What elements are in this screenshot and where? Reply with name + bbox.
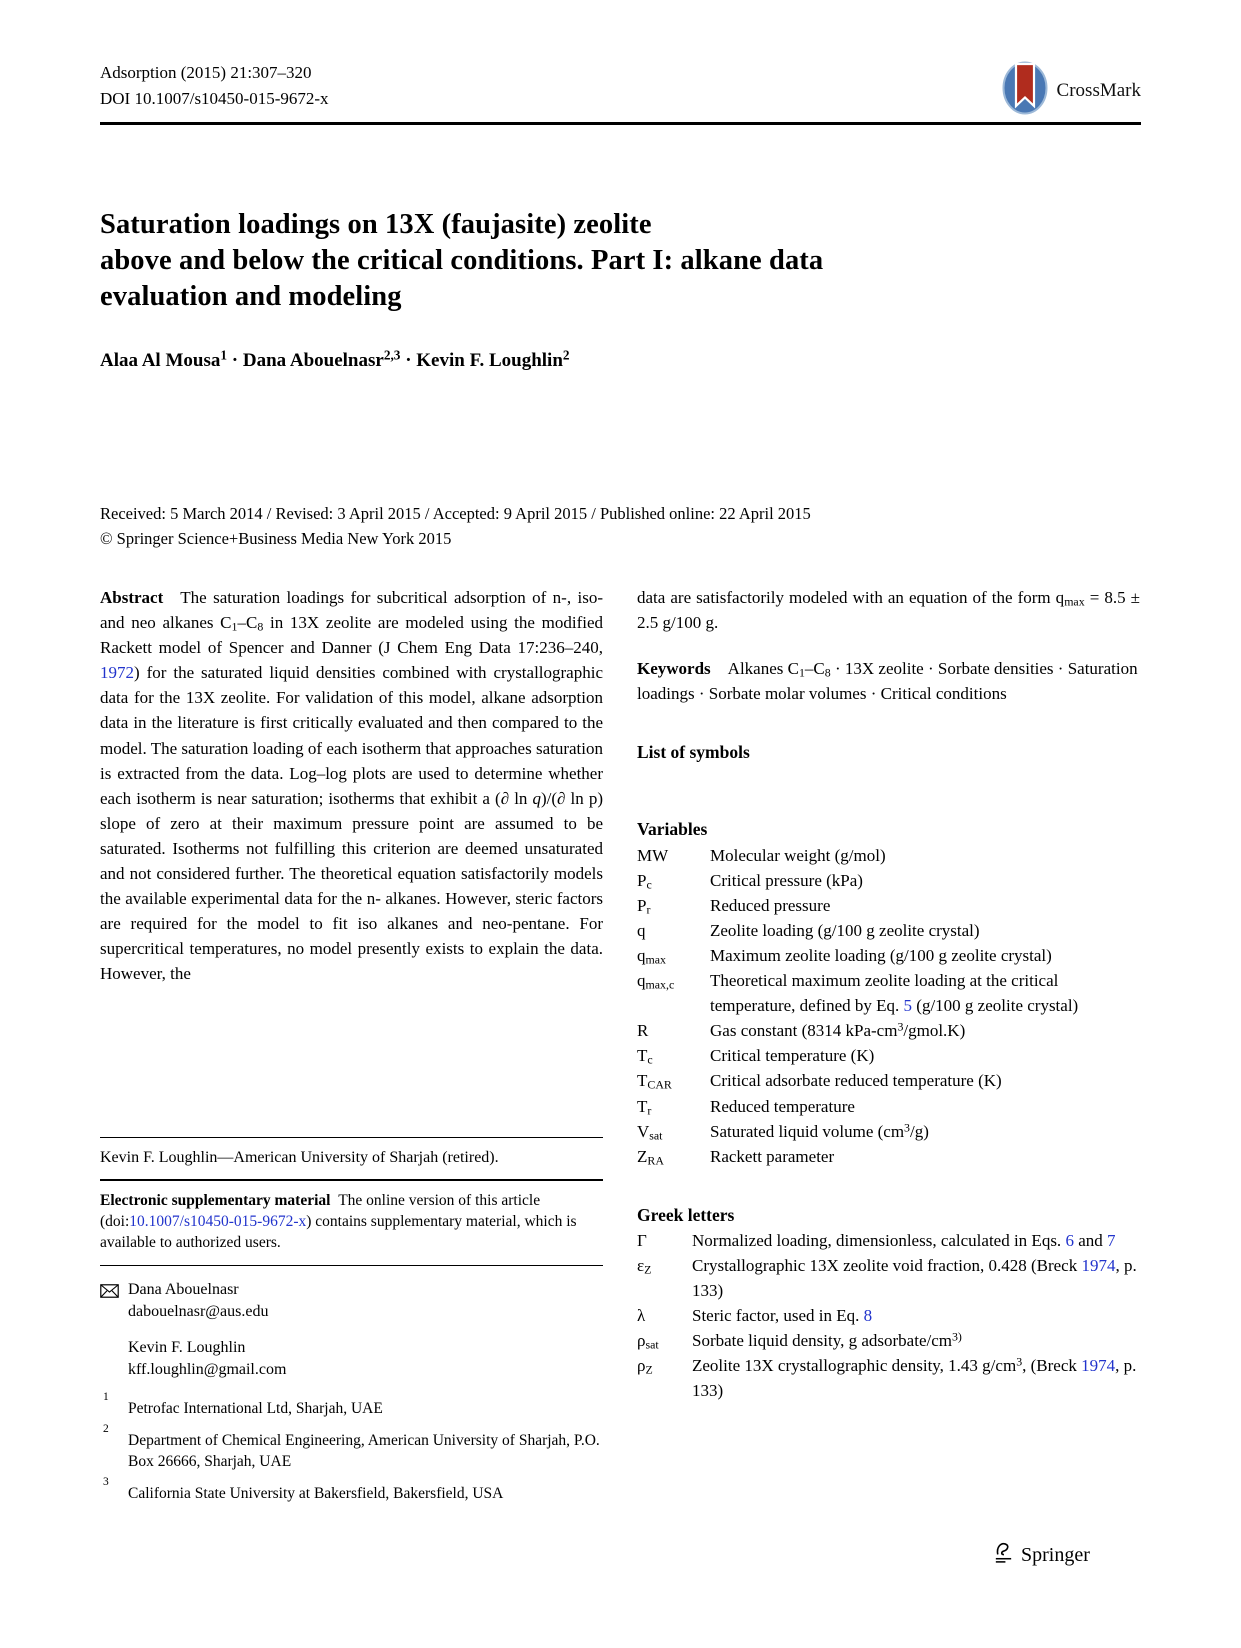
text-fragment: q — [532, 788, 541, 808]
footnote-divider — [100, 1265, 603, 1266]
text-fragment: 1 — [220, 347, 228, 363]
text-fragment: max — [645, 952, 666, 967]
symbol-definition: Theoretical maximum zeolite loading at the critical temperature, defined by Eq. 5 (g/100 g zeolite crystal) — [710, 971, 1079, 1016]
variables-list — [637, 843, 1140, 1169]
affiliation-text: Department of Chemical Engineering, American University of Sharjah, P.O. Box 26666, Sharjah, UAE — [128, 1432, 600, 1470]
history-line: Received: 5 March 2014 / Revised: 3 April 2015 / Accepted: 9 April 2015 / Published online: 22 April 2015 — [100, 504, 811, 523]
copyright-line: © Springer Science+Business Media New York 2015 — [100, 529, 452, 548]
symbol-definition: Normalized loading, dimensionless, calculated in Eqs. 6 and 7 — [692, 1230, 1116, 1250]
text-fragment: r — [646, 902, 651, 917]
symbol-definition: Steric factor, used in Eq. 8 — [692, 1306, 873, 1326]
inline-link[interactable]: 1974 — [1081, 1255, 1116, 1275]
symbol-row — [637, 1253, 1140, 1303]
contact-name: Kevin F. Loughlin — [128, 1339, 246, 1356]
symbol-definition: Saturated liquid volume $(cm^3/g)$ — [710, 1119, 929, 1141]
symbol-definition: Molecular weight (g/mol) — [710, 845, 886, 865]
text-fragment: Electronic supplementary material — [100, 1192, 331, 1209]
envelope-icon — [100, 1279, 128, 1323]
text-fragment: 3 — [904, 1119, 910, 1134]
page-header — [100, 60, 1141, 120]
symbol: $\varepsilon_Z$ — [637, 1255, 652, 1277]
affiliation-item: 3 California State University at Bakersfield, Bakersfield, USA — [103, 1476, 504, 1502]
text-fragment: c — [647, 1052, 653, 1067]
text-fragment: 1 — [798, 665, 805, 680]
inline-link[interactable]: 10.1007/s10450-015-9672-x — [129, 1213, 307, 1230]
text-fragment: 3 — [1016, 1354, 1023, 1369]
abstract-continuation: data are satisfactorily modeled with an equation of the form $q_{max} = 8.5 \pm 2.5$ g/100 g. — [637, 588, 1140, 633]
inline-link[interactable]: 8 — [863, 1306, 873, 1326]
symbol-row — [637, 1018, 1140, 1043]
symbol-row — [637, 1303, 1140, 1328]
text-fragment: Abstract — [100, 588, 164, 607]
contact-name: Dana Abouelnasr — [128, 1281, 239, 1298]
symbol-definition: Critical adsorbate reduced temperature (K) — [710, 1071, 1002, 1091]
symbol: $T_r$ — [637, 1096, 652, 1118]
symbol-row — [637, 918, 1140, 943]
keywords-paragraph: Keywords Alkanes $C_1-C_8 \cdot 13X$ zeolite · Sorbate densities · Saturation loadings · Sorbate molar volumes · Critical conditions — [637, 659, 1138, 704]
symbol-row — [637, 1094, 1140, 1119]
text-fragment: 8 — [257, 619, 264, 634]
greek-letters-list — [637, 1228, 1140, 1404]
symbol: R — [637, 1021, 649, 1041]
title-line: evaluation and modeling — [100, 281, 402, 312]
footnote-divider — [100, 1179, 603, 1181]
symbol-row — [637, 1068, 1140, 1093]
affiliation-item: 1 Petrofac International Ltd, Sharjah, UAE — [103, 1391, 383, 1417]
text-fragment: 1 — [231, 619, 238, 634]
symbol-definition: Zeolite loading (g/100 g zeolite crystal) — [710, 920, 980, 940]
title-line: Saturation loadings on 13X (faujasite) zeolite — [100, 209, 652, 240]
text-fragment: 8 — [824, 665, 831, 680]
text-fragment: 3 — [897, 1019, 904, 1034]
symbol-definition: Reduced temperature — [710, 1096, 855, 1116]
symbol: $T_c$ — [637, 1046, 653, 1067]
doi-line: DOI 10.1007/s10450-015-9672-x — [100, 89, 329, 108]
inline-link[interactable]: 1972 — [100, 663, 134, 683]
publisher-logo — [992, 1540, 1090, 1571]
variables-heading: Variables — [637, 819, 708, 840]
inline-link[interactable]: 6 — [1065, 1230, 1074, 1250]
contact-email[interactable]: kff.loughlin@gmail.com — [128, 1361, 287, 1378]
symbol-row — [637, 1144, 1140, 1169]
text-fragment: Keywords — [637, 659, 711, 679]
symbol: $\rho_{sat}$ — [637, 1331, 659, 1352]
symbol: MW — [637, 845, 669, 865]
symbol-row — [637, 843, 1140, 868]
title-line: above and below the critical conditions. Part I: alkane data — [100, 245, 824, 276]
symbol-row — [637, 868, 1140, 893]
symbol-definition: Zeolite 13X crystallographic density, 1.43 $g/cm^3$, (Breck 1974, p. 133) — [692, 1354, 1137, 1401]
header-divider — [100, 122, 1141, 125]
symbol: $V_{sat}$ — [637, 1121, 663, 1143]
text-fragment: max — [1064, 594, 1085, 609]
symbol-definition: Maximum zeolite loading (g/100 g zeolite crystal) — [710, 945, 1052, 965]
affiliations — [100, 1391, 603, 1504]
symbol-definition: Gas constant (8314 kPa-$cm^3/gmol.K$) — [710, 1019, 966, 1041]
text-fragment: RA — [647, 1153, 664, 1168]
affiliation-text: Petrofac International Ltd, Sharjah, UAE — [128, 1400, 383, 1417]
contact-email[interactable]: dabouelnasr@aus.edu — [128, 1303, 269, 1320]
contact-block — [128, 1279, 268, 1323]
inline-link[interactable]: 1974 — [1081, 1356, 1116, 1376]
symbol-row — [637, 968, 1140, 1018]
symbol: $\rho_Z$ — [637, 1356, 653, 1377]
journal-citation: Adsorption (2015) 21:307–320 — [100, 63, 312, 82]
text-fragment: Z — [645, 1362, 653, 1377]
crossmark-badge[interactable] — [1002, 61, 1141, 120]
journal-info — [100, 60, 329, 112]
inline-link[interactable]: 7 — [1106, 1230, 1116, 1250]
text-fragment: 2,3 — [383, 347, 401, 363]
symbol: $q_{max}$ — [637, 945, 666, 967]
text-fragment: Z — [644, 1262, 652, 1277]
symbol: $P_r$ — [637, 895, 651, 917]
esm-note: Electronic supplementary material The online version of this article (doi:10.1007/s10450-015-9672-x) contains supplementary material, which is available to authorized users. — [100, 1192, 577, 1251]
symbol: λ — [637, 1306, 646, 1326]
symbol-definition: Sorbate liquid density, g adsorbate/$cm^{3)}$ — [692, 1329, 962, 1351]
text-fragment: CAR — [647, 1078, 672, 1093]
symbol: $q_{max,c}$ — [637, 971, 675, 992]
symbol-definition: Crystallographic 13X zeolite void fraction, 0.428 (Breck 1974, p. 133) — [692, 1255, 1137, 1301]
symbol-row — [637, 943, 1140, 968]
authors-line: Alaa Al Mousa$^1$ · Dana Abouelnasr$^{2,3}$ · Kevin F. Loughlin$^2$ — [100, 347, 570, 371]
symbol: q — [637, 920, 646, 940]
footnote-divider — [100, 1137, 603, 1138]
symbol: $Z_{RA}$ — [637, 1146, 664, 1168]
springer-logo-icon — [992, 1540, 1015, 1571]
springer-label: Springer — [1021, 1544, 1090, 1566]
text-fragment: 3) — [951, 1329, 962, 1344]
symbol-definition: Critical temperature (K) — [710, 1046, 875, 1066]
symbol-row — [637, 893, 1140, 918]
symbol-definition: Critical pressure (kPa) — [710, 870, 863, 890]
author-note: Kevin F. Loughlin—American University of Sharjah (retired). — [100, 1149, 499, 1166]
greek-letters-heading: Greek letters — [637, 1204, 735, 1225]
symbol: $T_{CAR}$ — [637, 1071, 672, 1093]
symbol: $P_c$ — [637, 870, 652, 892]
crossmark-icon — [1002, 61, 1048, 120]
secondary-contact — [100, 1337, 603, 1381]
text-fragment: max,c — [645, 977, 675, 992]
symbol-row — [637, 1043, 1140, 1068]
text-fragment: sat — [649, 1128, 663, 1143]
symbol-row — [637, 1353, 1140, 1403]
symbol-row — [637, 1328, 1140, 1353]
crossmark-label: CrossMark — [1056, 79, 1141, 101]
text-fragment: r — [647, 1103, 652, 1118]
article-title — [100, 207, 1060, 315]
symbol-definition: Reduced pressure — [710, 895, 831, 915]
symbol-row — [637, 1119, 1140, 1144]
symbol: Γ — [637, 1230, 647, 1250]
right-column — [637, 585, 1140, 1404]
article-history — [100, 501, 811, 551]
affiliation-item: 2 Department of Chemical Engineering, American University of Sharjah, P.O. Box 26666, Sharjah, UAE — [103, 1423, 600, 1470]
inline-link[interactable]: 5 — [903, 996, 913, 1016]
text-fragment: c — [646, 877, 652, 892]
corresponding-contact — [100, 1279, 603, 1323]
list-of-symbols-heading: List of symbols — [637, 742, 750, 763]
affiliation-text: California State University at Bakersfield, Bakersfield, USA — [128, 1485, 504, 1502]
symbol-row — [637, 1228, 1140, 1253]
footnotes-block — [100, 1137, 603, 1515]
left-column — [100, 585, 603, 987]
abstract-paragraph: Abstract The saturation loadings for subcritical adsorption of n-, iso- and neo alkanes $C_1-C_8$ in 13X zeolite are modeled using the modified Rackett model of Spencer and Danner (J Chem Eng Data 17:236–240, 1972) for the saturated liquid densities combined with crystallographic data for the 13X zeolite. For validation of this model, alkane adsorption data in the literature is first critically evaluated and then compared to the model. The saturation loading of each isotherm that approaches saturation is extracted from the data. Log–log plots are used to determine whether each isotherm is near saturation; isotherms that exhibit a (∂ ln q)/(∂ ln p) slope of zero at their maximum pressure point are assumed to be saturated. Isotherms not fulfilling this criterion are deemed unsaturated and not considered further. The theoretical equation satisfactorily models the available experimental data for the n- alkanes. However, steric factors are required for the model to fit iso alkanes and neo-pentane. For supercritical temperatures, no model presently exists to explain the data. However, the — [100, 588, 604, 984]
symbol-definition: Rackett parameter — [710, 1146, 835, 1166]
text-fragment: sat — [645, 1337, 659, 1352]
text-fragment: 2 — [562, 347, 570, 363]
contact-block — [128, 1337, 286, 1381]
